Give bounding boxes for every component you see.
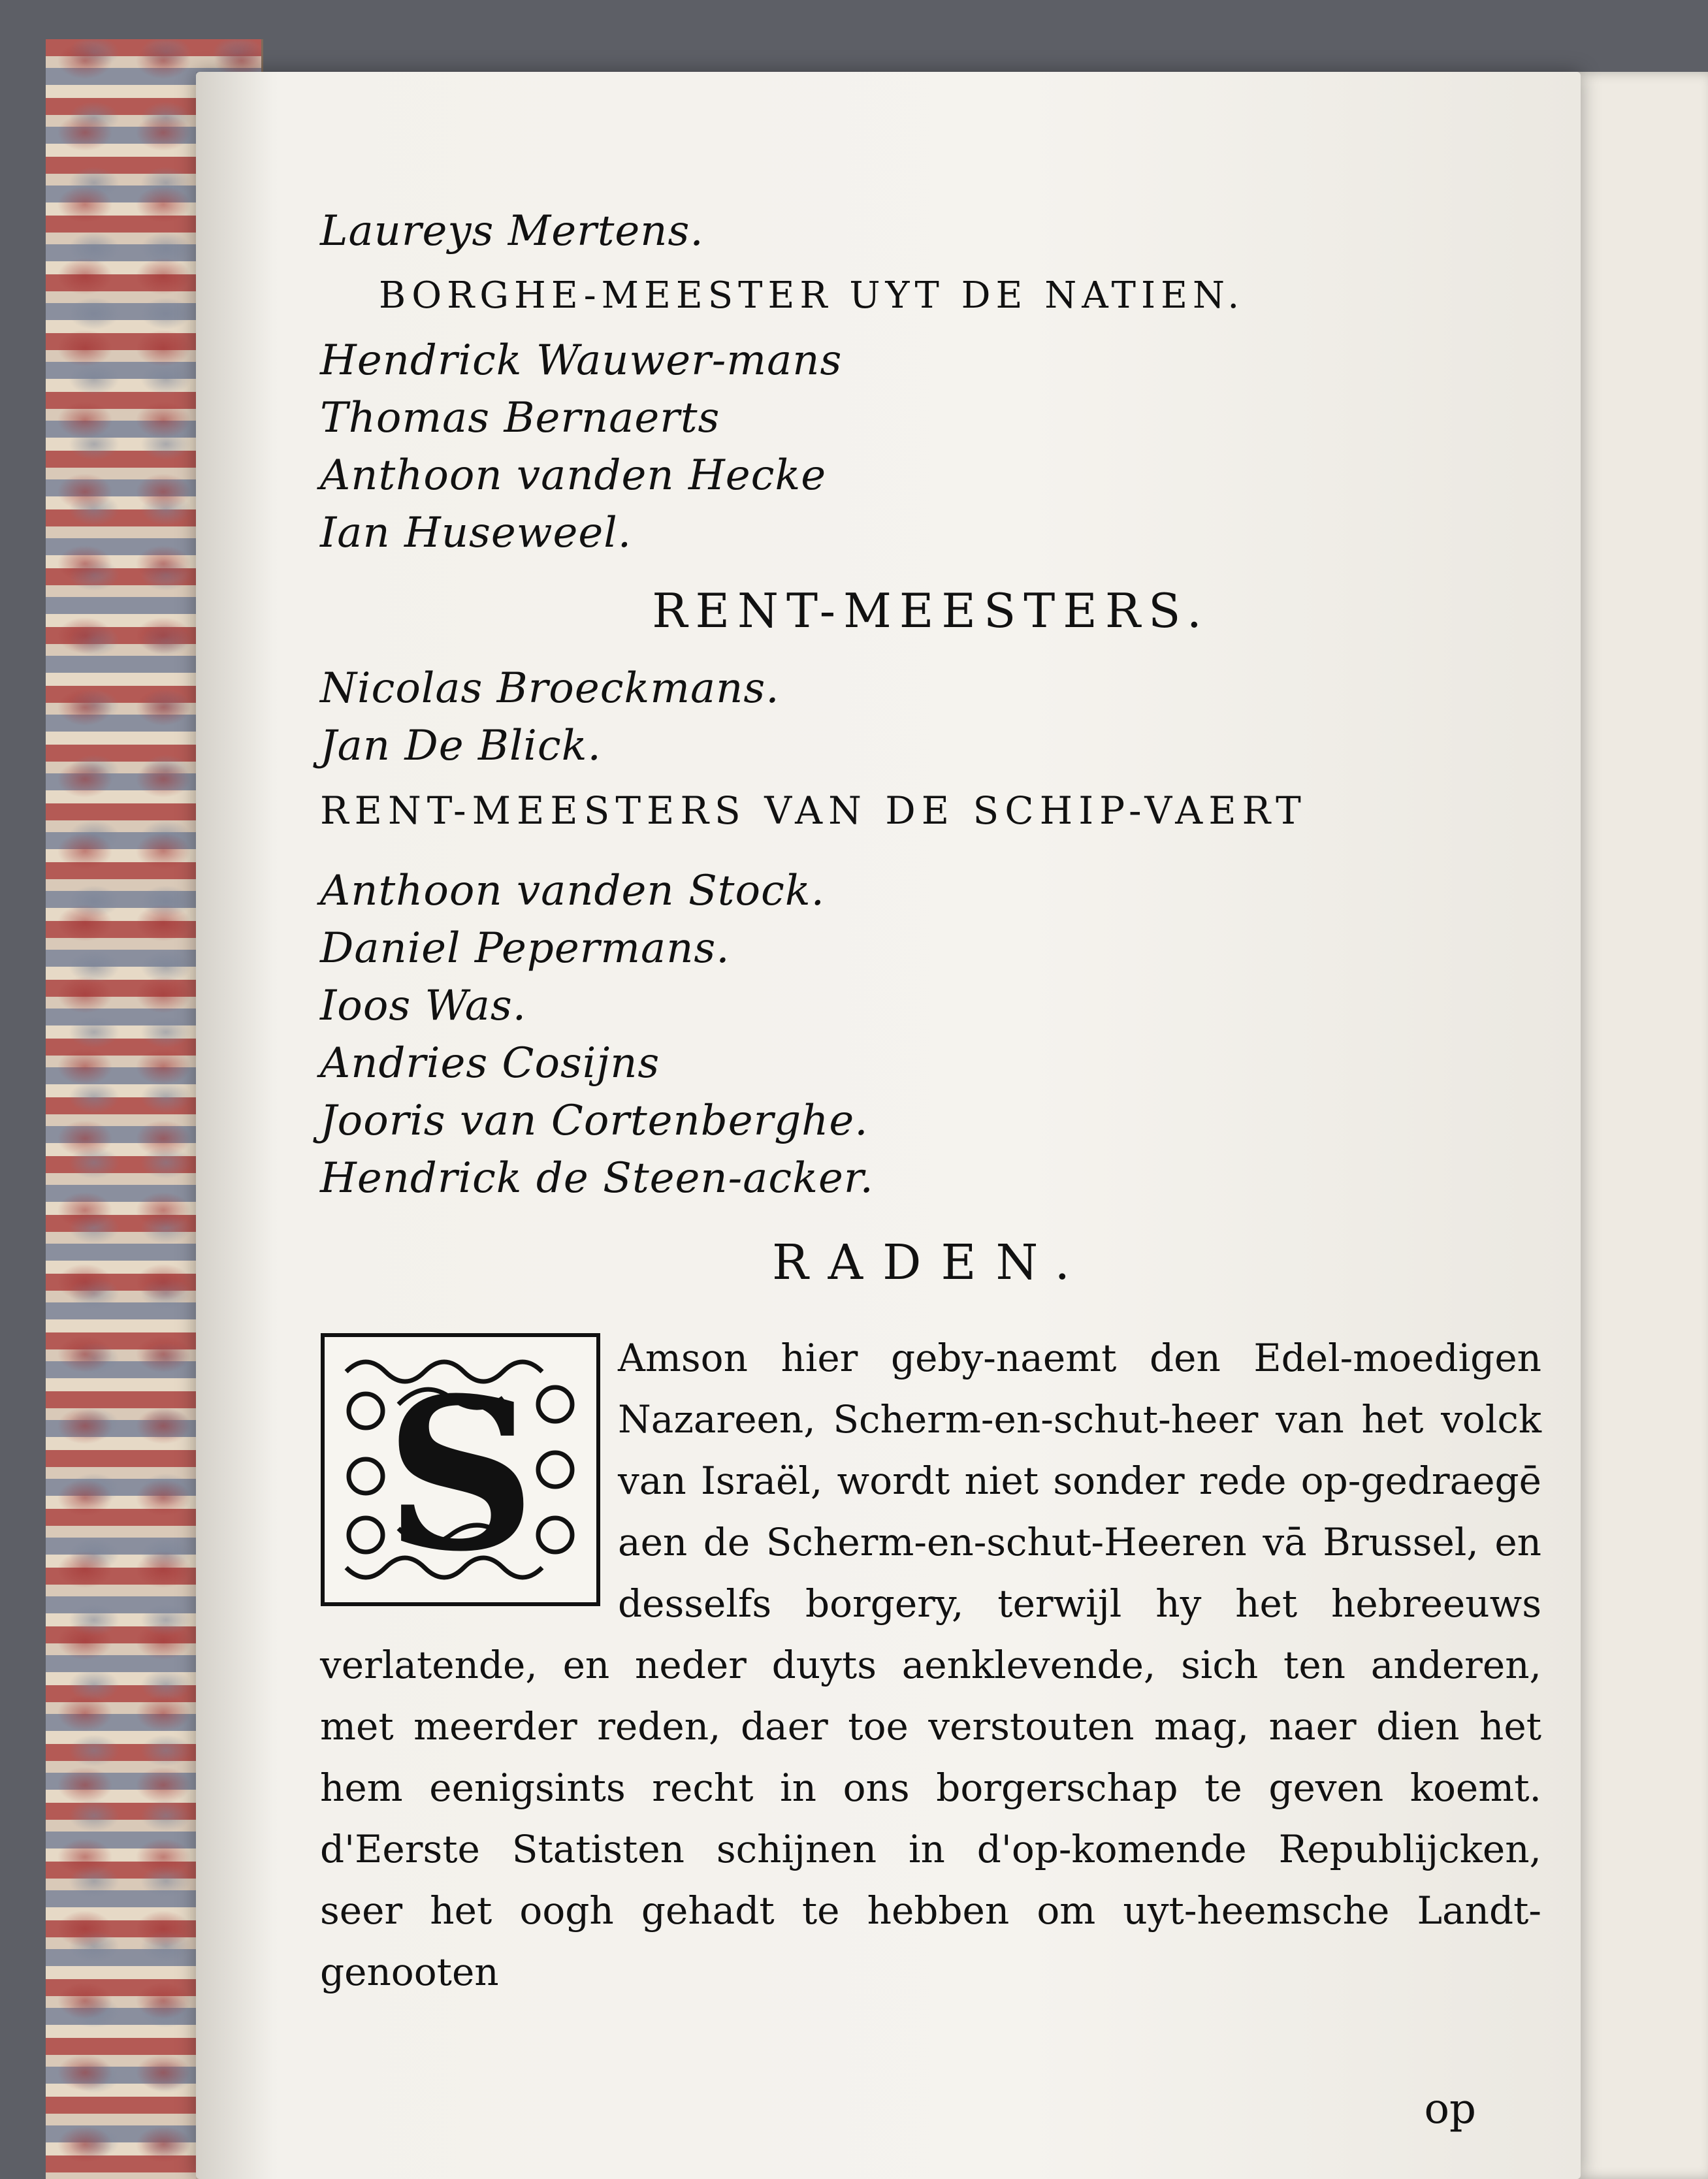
name-line: Hendrick de Steen-acker. [320,1154,874,1202]
section-heading-rent-meesters-schip-vaert: RENT-MEESTERS VAN DE SCHIP-VAERT [320,788,1307,833]
name-line: Ioos Was. [320,982,527,1030]
section-heading-borghe-meester: BORGHE-MEESTER UYT DE NATIEN. [379,274,1245,317]
section-heading-rent-meesters: RENT-MEESTERS. [652,583,1210,638]
name-line: Hendrick Wauwer-mans [320,336,843,385]
name-line: Anthoon vanden Stock. [320,867,825,915]
name-line: Nicolas Broeckmans. [320,664,780,713]
section-heading-raden: RADEN. [771,1235,1090,1291]
book-page [196,72,1581,2179]
initial-letter: S [385,1353,536,1598]
name-line: Andries Cosijns [320,1039,660,1088]
page-text [320,202,1541,2003]
page-gutter-shadow [196,72,274,2179]
name-line: Ian Huseweel. [320,509,632,557]
raden-body [320,1327,1541,2003]
name-line: Jan De Blick. [320,722,602,770]
name-line: Anthoon vanden Hecke [320,451,827,500]
name-line: Daniel Pepermans. [320,924,730,973]
name-line: Laureys Mertens. [320,207,704,255]
spacer [320,847,1541,862]
raden-paragraph: Amson hier geby-naemt den Edel-moedigen Nazareen, Scherm-en-schut-heer van het volck van Israël, wordt niet sonder rede op-gedraegē aen de Scherm-en-schut-Heeren vā Brussel, en desselfs borgery, terwijl hy het hebreeuws verlatende, en neder duyts aenklevende, sich ten anderen, met meerder reden, daer toe verstouten mag, naer dien het hem eenigsints recht in ons borgerschap te geven koemt. d'Eerste Statisten schijnen in d'op-komende Republijcken, seer het oogh gehadt te hebben om uyt-heemsche Landt-genooten [320,1336,1541,1994]
name-line: Jooris van Cortenberghe. [320,1097,869,1145]
name-line: Thomas Bernaerts [320,394,720,442]
decorated-initial-s-icon [320,1332,601,1607]
catchword: op [1424,2085,1476,2133]
